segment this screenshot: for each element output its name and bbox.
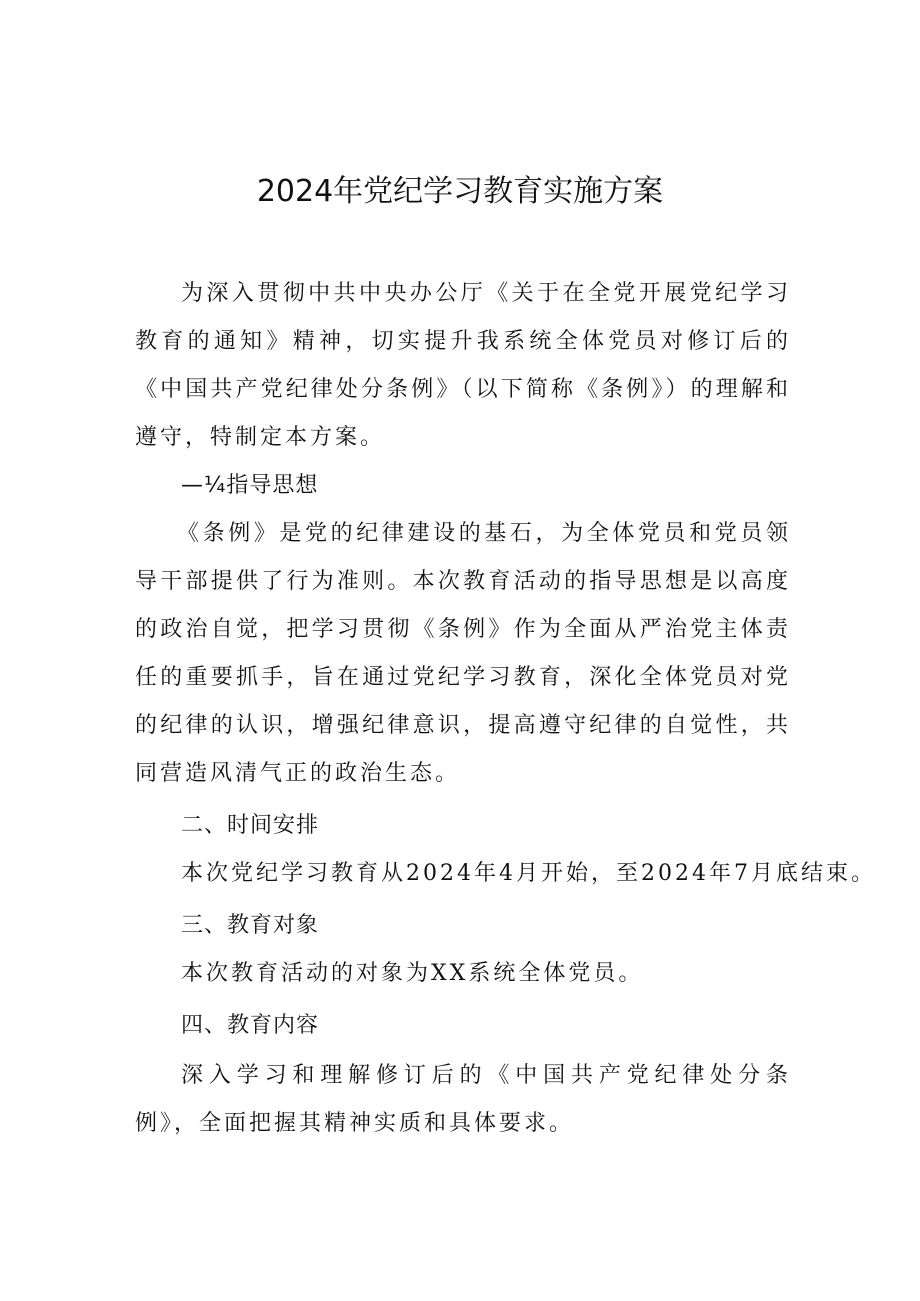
section-heading-guiding-ideology: —¼指导思想 (181, 473, 319, 498)
section-body-schedule: 本次党纪学习教育从2024年4月开始，至2024年7月底结束。 (181, 861, 876, 886)
section-heading-schedule: 二、时间安排 (181, 813, 320, 838)
section-body-guiding-ideology: 《条例》是党的纪律建设的基石，为全体党员和党员领导干部提供了行为准则。本次教育活动的指导思想是以高度的政治自觉，把学习贯彻《条例》作为全面从严治党主体责任的重要抓手，旨在通过党纪学习教育，深化全体党员对党的纪律的认识，增强纪律意识，提高遵守纪律的自觉性，共同营造风清气正的政治生态。 (135, 521, 791, 786)
section-heading-target: 三、教育对象 (181, 913, 320, 938)
section-heading-content: 四、教育内容 (181, 1013, 320, 1038)
section-body-target: 本次教育活动的对象为XX系统全体党员。 (181, 961, 644, 986)
intro-paragraph: 为深入贯彻中共中央办公厅《关于在全党开展党纪学习教育的通知》精神，切实提升我系统全体党员对修订后的《中国共产党纪律处分条例》（以下简称《条例》）的理解和遵守，特制定本方案。 (135, 281, 791, 450)
section-body-content: 深入学习和理解修订后的《中国共产党纪律处分条例》，全面把握其精神实质和具体要求。 (135, 1063, 791, 1136)
document-title: 2024年党纪学习教育实施方案 (256, 174, 664, 209)
